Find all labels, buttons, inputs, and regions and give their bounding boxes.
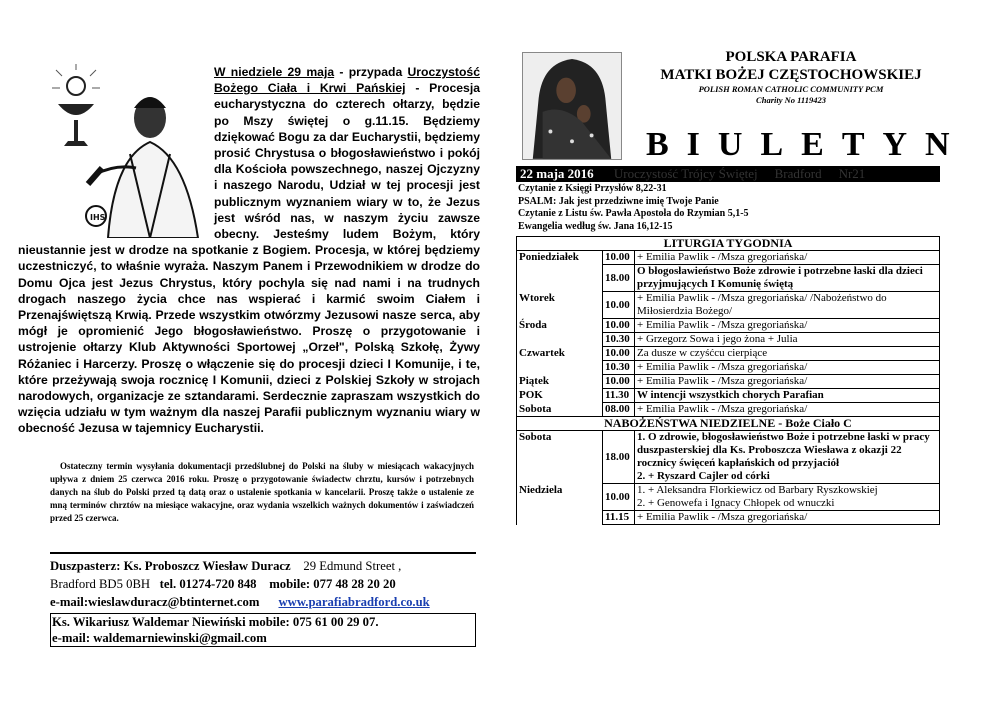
liturgy-time: 10.30 bbox=[603, 333, 635, 347]
issue-number: Nr21 bbox=[838, 166, 866, 181]
intro-date: W niedziele 29 maja bbox=[214, 65, 335, 79]
vicar-box bbox=[50, 613, 476, 647]
psalm: PSALM: Jak jest przedziwne imię Twoje Panie bbox=[518, 195, 719, 207]
liturgy-row bbox=[517, 361, 940, 375]
website-link[interactable]: www.parafiabradford.co.uk bbox=[278, 595, 430, 609]
readings bbox=[518, 183, 938, 233]
liturgy-day: Sobota bbox=[517, 403, 603, 417]
sunday-day bbox=[517, 511, 603, 525]
liturgy-intention: O błogosławieństwo Boże zdrowie i potrzebne łaski dla dzieci przyjmujących I Komunię świętą bbox=[635, 265, 940, 292]
liturgy-row bbox=[517, 292, 940, 319]
vicar-info: Ks. Wikariusz Waldemar Niewiński mobile: 075 61 00 29 07. bbox=[52, 615, 379, 629]
liturgy-day bbox=[517, 265, 603, 292]
liturgy-intention: W intencji wszystkich chorych Parafian bbox=[635, 389, 940, 403]
liturgy-time: 10.00 bbox=[603, 347, 635, 361]
sunday-intention-1: + Emilia Pawlik - /Msza gregoriańska/ bbox=[637, 511, 808, 523]
gospel: Ewangelia według św. Jana 16,12-15 bbox=[518, 220, 673, 232]
liturgy-row bbox=[517, 251, 940, 265]
liturgy-time: 10.30 bbox=[603, 361, 635, 375]
wedding-notice: Ostateczny termin wysyłania dokumentacji przedślubnej do Polski na śluby w miesiącach wakacyjnych upływa z dniem 25 czerwca 2016 roku. Proszę o przygotowanie świadectw chrztu, kursów i potrzebnych danych na ślub do Polski przed tą datą oraz o ustalenie spotkania w kancelarii. Proszę także o ustalenie ze mną terminów chrztów na miesiące wakacyjne, oraz wydania wszelkich ważnych dokumentów i zaświadczeń przed 25 czerwca. bbox=[50, 461, 474, 523]
sunday-intention bbox=[635, 484, 940, 511]
place: Bradford bbox=[774, 166, 822, 181]
liturgy-intention: + Emilia Pawlik - /Msza gregoriańska/ bbox=[635, 375, 940, 389]
liturgy-day: Piątek bbox=[517, 375, 603, 389]
liturgy-intention: + Grzegorz Sowa i jego żona + Julia bbox=[635, 333, 940, 347]
intro-connector: - przypada bbox=[334, 65, 408, 79]
liturgy-row bbox=[517, 333, 940, 347]
liturgy-time: 10.00 bbox=[603, 319, 635, 333]
pastor-email[interactable]: e-mail:wieslawduracz@btinternet.com bbox=[50, 595, 260, 609]
priest-eucharist-illustration bbox=[18, 64, 208, 238]
liturgy-intention: + Emilia Pawlik - /Msza gregoriańska/ /Nabożeństwo do Miłosierdzia Bożego/ bbox=[635, 292, 940, 319]
liturgy-intention: + Emilia Pawlik - /Msza gregoriańska/ bbox=[635, 361, 940, 375]
liturgy-time: 11.30 bbox=[603, 389, 635, 403]
reading-2: Czytanie z Listu św. Pawła Apostoła do Rzymian 5,1-5 bbox=[518, 208, 749, 219]
liturgy-intention: Za dusze w czyśćcu cierpiące bbox=[635, 347, 940, 361]
vicar-email[interactable]: e-mail: waldemarniewinski@gmail.com bbox=[52, 631, 267, 645]
liturgy-day bbox=[517, 333, 603, 347]
liturgy-time: 18.00 bbox=[603, 265, 635, 292]
svg-text:IHS: IHS bbox=[90, 213, 106, 222]
sunday-feast: Uroczystość Trójcy Świętej bbox=[613, 166, 758, 181]
feast-name: Uroczystość Bożego Ciała i Krwi Pańskiej bbox=[214, 65, 480, 96]
sunday-row bbox=[517, 511, 940, 525]
sunday-time: 11.15 bbox=[603, 511, 635, 525]
liturgy-row bbox=[517, 375, 940, 389]
sunday-intention-1: 1. + Aleksandra Florkiewicz od Barbary Ryszkowskiej bbox=[637, 484, 878, 496]
bulletin-title: BIULETYN bbox=[646, 126, 968, 163]
liturgy-row bbox=[517, 347, 940, 361]
sunday-heading: NABOŻEŃSTWA NIEDZIELNE - Boże Ciało C bbox=[517, 417, 940, 431]
liturgy-time: 10.00 bbox=[603, 375, 635, 389]
parish-line3: POLISH ROMAN CATHOLIC COMMUNITY PCM bbox=[698, 84, 884, 94]
sunday-intention-2: 2. + Ryszard Cajler od córki bbox=[637, 470, 770, 482]
sunday-intention-1: 1. O zdrowie, błogosławieństwo Boże i potrzebne łaski w pracy duszpasterskiej dla Ks. Proboszcza Wiesława z okazji 22 rocznicy święceń kapłańskich od przyjaciół bbox=[637, 431, 930, 469]
liturgy-day: Środa bbox=[517, 319, 603, 333]
sunday-intention bbox=[635, 511, 940, 525]
liturgy-time: 10.00 bbox=[603, 292, 635, 319]
date-bar bbox=[516, 166, 940, 182]
sunday-day: Sobota bbox=[517, 431, 603, 484]
pastor-name: Duszpasterz: Ks. Proboszcz Wiesław Duracz bbox=[50, 559, 291, 573]
sunday-time: 10.00 bbox=[603, 484, 635, 511]
mobile: mobile: 077 48 28 20 20 bbox=[269, 577, 396, 591]
liturgy-day: Wtorek bbox=[517, 292, 603, 319]
liturgy-row bbox=[517, 389, 940, 403]
liturgy-day: POK bbox=[517, 389, 603, 403]
sunday-intention-2: 2. + Genowefa i Ignacy Chłopek od wnuczki bbox=[637, 497, 835, 509]
liturgy-intention: + Emilia Pawlik - /Msza gregoriańska/ bbox=[635, 319, 940, 333]
sunday-day: Niedziela bbox=[517, 484, 603, 511]
reading-1: Czytanie z Księgi Przysłów 8,22-31 bbox=[518, 183, 667, 194]
sunday-row bbox=[517, 484, 940, 511]
liturgy-table bbox=[516, 236, 940, 525]
announcement-body: - Procesja eucharystyczna do czterech ołtarzy, będzie po Mszy świętej o g.11.15. Będziemy dziękować Bogu za dar Eucharystii, będziemy prosić Chrystusa o błogosławieństwo i pokój dla Kościoła powszechnego, naszej Ojczyzny i naszego Narodu, Udział w tej procesji jest publicznym wyznaniem wiary w to, że Jezus jest wśród nas, w naszym życiu zawsze obecny. Jesteśmy ludem Bożym, który nieustannie jest w drodze na spotkanie z Bogiem. Procesja, w której będziemy uczestniczyć, to właśnie wyraża. Naszym Panem i Przewodnikiem w drodze do Domu Ojca jest Jezus Chrystus, który pochyla się nad nami i na trudnych drogach naszego życia chce nas wspierać i karmić swoim Ciałem i Przenajświętszą Krwią. Przede wszystkim otwórzmy Jezusowi nasze serca, aby mógł je opromienić Jego błogosławieństwo. Proszę o przygotowanie i ustrojenie ołtarzy Klub Aktywności Sportowej „Orzeł", Polską Szkołę, Żywy Różaniec i Harcerzy. Proszę o włączenie się do procesji dzieci I Komunije, i te, które przeżywają swoja rocznicę I Komunii, dzieci z Polskiej Szkoły w strojach narodowych, organizacje ze sztandarami. Serdecznie zapraszam wszystkich do wzięcia udziału w tym ważnym dla naszej Parafii publicznym wyznaniu wiary w obecność Jezusa w tajemnicy Eucharystii. bbox=[18, 81, 480, 436]
liturgy-day bbox=[517, 361, 603, 375]
liturgy-intention: + Emilia Pawlik - /Msza gregoriańska/ bbox=[635, 251, 940, 265]
liturgy-day: Czwartek bbox=[517, 347, 603, 361]
parish-line1: POLSKA PARAFIA bbox=[725, 49, 857, 65]
liturgy-row bbox=[517, 265, 940, 292]
telephone: tel. 01274-720 848 bbox=[159, 577, 257, 591]
announcement bbox=[18, 64, 480, 437]
black-madonna-icon-image bbox=[522, 52, 622, 160]
liturgy-day: Poniedziałek bbox=[517, 251, 603, 265]
charity-number: Charity No 1119423 bbox=[756, 95, 826, 105]
liturgy-time: 08.00 bbox=[603, 403, 635, 417]
sunday-row bbox=[517, 431, 940, 484]
liturgy-heading: LITURGIA TYGODNIA bbox=[517, 237, 940, 251]
liturgy-time: 10.00 bbox=[603, 251, 635, 265]
bulletin-date: 22 maja 2016 bbox=[520, 166, 594, 181]
parish-line2: MATKI BOŻEJ CZĘSTOCHOWSKIEJ bbox=[660, 67, 922, 83]
city: Bradford BD5 0BH bbox=[50, 577, 151, 591]
address: 29 Edmund Street , bbox=[303, 559, 402, 573]
sunday-intention bbox=[635, 431, 940, 484]
liturgy-row bbox=[517, 403, 940, 417]
liturgy-intention: + Emilia Pawlik - /Msza gregoriańska/ bbox=[635, 403, 940, 417]
contact-block bbox=[50, 552, 476, 647]
parish-header bbox=[626, 48, 956, 106]
liturgy-row bbox=[517, 319, 940, 333]
sunday-time: 18.00 bbox=[603, 431, 635, 484]
